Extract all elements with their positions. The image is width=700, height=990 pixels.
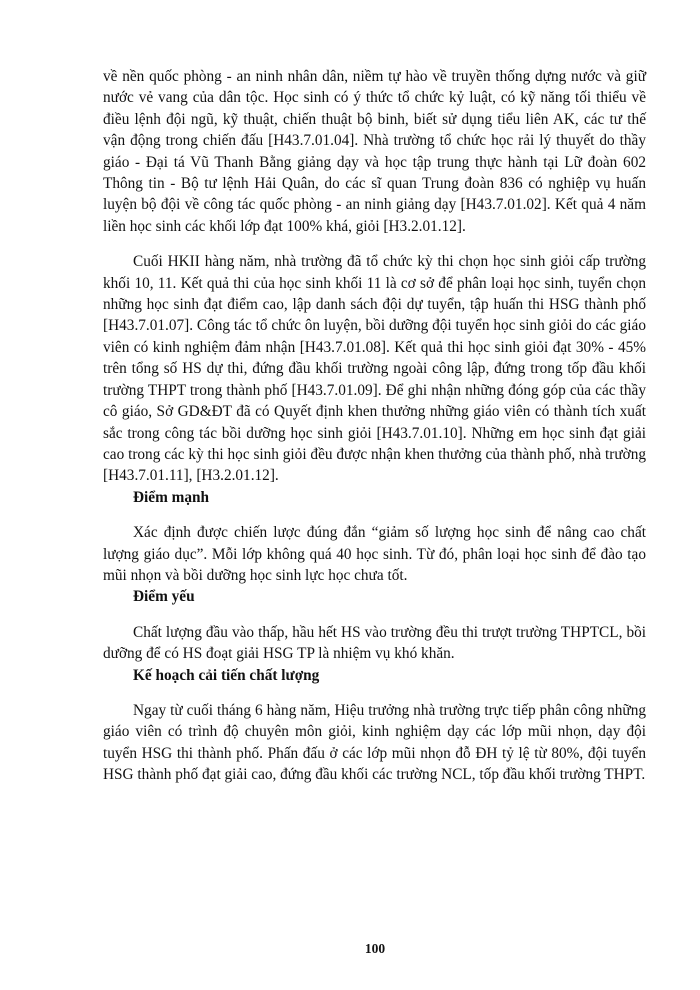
improvement-plan-paragraph: Ngay từ cuối tháng 6 hàng năm, Hiệu trưởng nhà trường trực tiếp phân công những giáo viên có trình độ chuyên môn giỏi, kinh nghiệm dạy các lớp mũi nhọn, dạy đội tuyển HSG thi thành phố. Phấn đấu ở các lớp mũi nhọn đỗ ĐH tỷ lệ từ 80%, đội tuyển HSG thành phố đạt giải cao, đứng đầu khối các trường NCL, tốp đầu khối trường THPT. [103, 701, 646, 784]
body-paragraph-defense: về nền quốc phòng - an ninh nhân dân, niềm tự hào về truyền thống dựng nước và giữ nước vẻ vang của dân tộc. Học sinh có ý thức tổ chức kỷ luật, có kỹ năng tối thiểu về điều lệnh đội ngũ, kỹ thuật, chiến thuật bộ binh, biết sử dụng tiểu liên AK, các tư thế vận động trong chiến đấu [H43.7.01.04]. Nhà trường tổ chức học rải lý thuyết do thầy giáo - Đại tá Vũ Thanh Bằng giảng dạy và học tập trung thực hành tại Lữ đoàn 602 Thông tin - Bộ tư lệnh Hải Quân, do các sĩ quan Trung đoàn 836 có nghiệp vụ huấn luyện bộ đội về công tác quốc phòng - an ninh giảng dạy [H43.7.01.02]. Kết quả 4 năm liền học sinh các khối lớp đạt 100% khá, giỏi [H3.2.01.12]. [103, 68, 646, 235]
body-paragraph-gifted-students: Cuối HKII hàng năm, nhà trường đã tổ chức kỳ thi chọn học sinh giỏi cấp trường khối 10, 11. Kết quả thi của học sinh khối 11 là cơ sở để phân loại học sinh, tuyển chọn những học sinh đạt điểm cao, lập danh sách đội dự tuyển, tập huấn thi HSG thành phố [H43.7.01.07]. Công tác tổ chức ôn luyện, bồi dưỡng đội tuyển học sinh giỏi do các giáo viên có kinh nghiệm đảm nhận [H43.7.01.08]. Kết quả thi học sinh giỏi đạt 30% - 45% trên tổng số HS dự thi, đứng đầu khối trường ngoài công lập, đứng trong tốp đầu khối trường THPT trong thành phố [H43.7.01.09]. Để ghi nhận những đóng góp của các thầy cô giáo, Sở GD&ĐT đã có Quyết định khen thưởng những giáo viên có thành tích xuất sắc trong công tác bồi dưỡng học sinh giỏi [H43.7.01.10]. Những em học sinh đạt giải cao trong các kỳ thi học sinh giỏi đều được nhận khen thưởng của thành phố, nhà trường [H43.7.01.11], [H3.2.01.12]. [103, 253, 646, 485]
document-page [103, 66, 646, 786]
heading-weaknesses: Điểm yếu [133, 588, 195, 606]
strengths-paragraph: Xác định được chiến lược đúng đắn “giảm số lượng học sinh để nâng cao chất lượng giáo dục”. Mỗi lớp không quá 40 học sinh. Từ đó, phân loại học sinh để đào tạo mũi nhọn và bồi dưỡng học sinh lực học chưa tốt. [103, 524, 646, 584]
heading-strengths: Điểm mạnh [133, 488, 210, 506]
page-number: 100 [364, 941, 386, 956]
weaknesses-paragraph: Chất lượng đầu vào thấp, hầu hết HS vào trường đều thi trượt trường THPTCL, bồi dưỡng để có HS đoạt giải HSG TP là nhiệm vụ khó khăn. [103, 623, 646, 663]
heading-improvement-plan: Kế hoạch cải tiến chất lượng [133, 666, 320, 684]
